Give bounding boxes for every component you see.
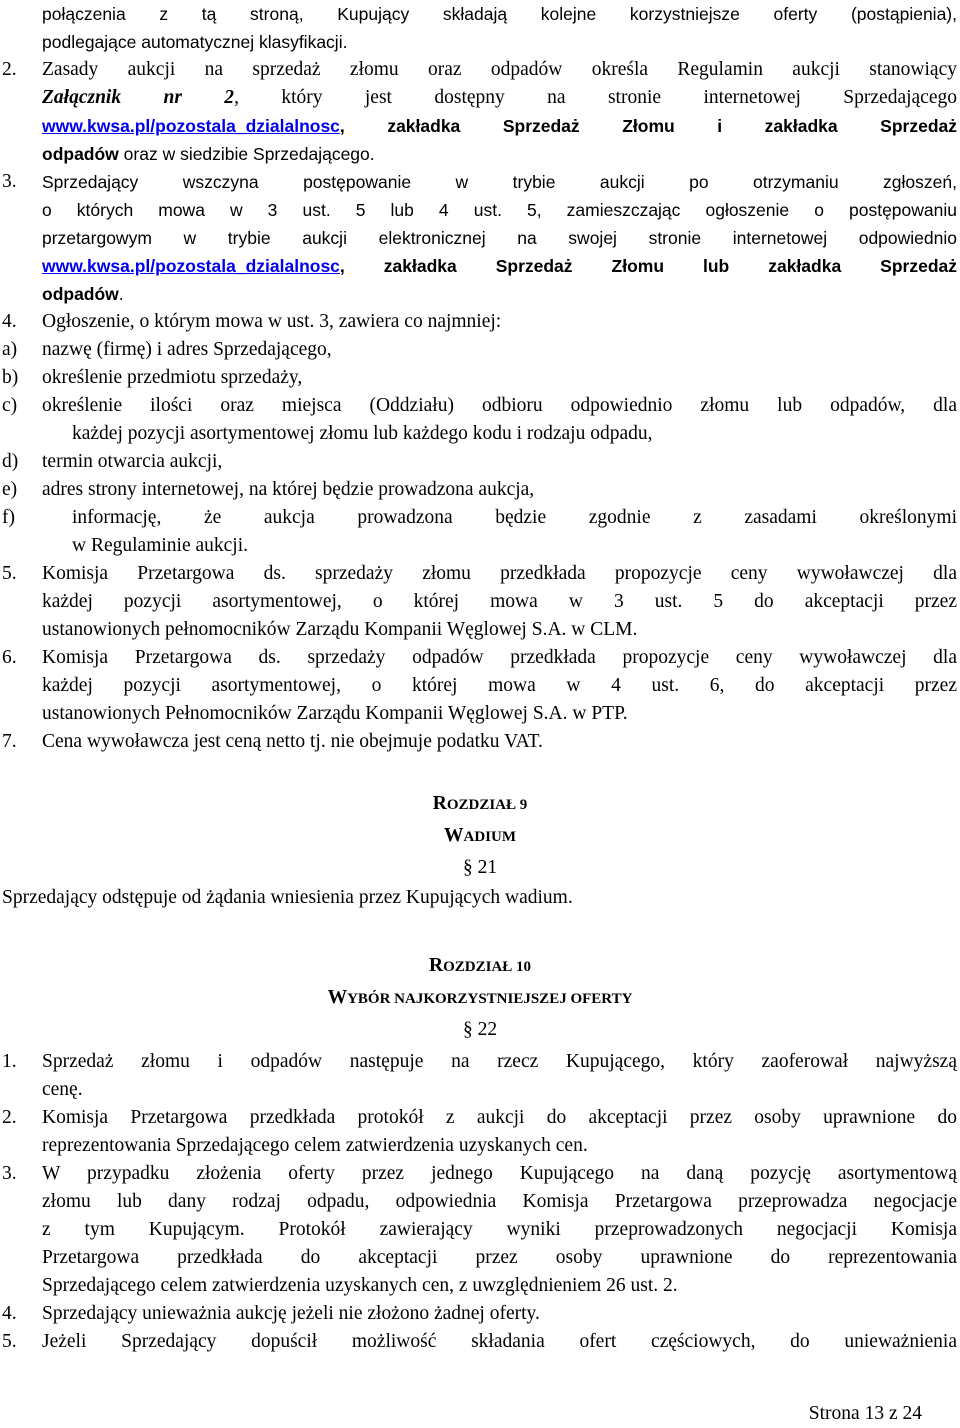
list-number: 5.	[2, 1331, 17, 1352]
section-number: § 22	[462, 1019, 498, 1040]
text-line: Komisja Przetargowa ds. sprzedaży odpadów przedkłada propozycje ceny wywoławczej dla	[42, 647, 957, 668]
list-letter: c)	[2, 395, 18, 416]
list-number: 5.	[2, 563, 17, 584]
text-line: odpadów.	[42, 284, 124, 304]
text-line: www.kwsa.pl/pozostala_dzialalnosc, zakładka Sprzedaż Złomu lub zakładka Sprzedaż	[42, 256, 957, 276]
text-line: podlegające automatycznej klasyfikacji.	[42, 32, 348, 52]
text-line: Przetargowa przedkłada do akceptacji przez osoby uprawnione do reprezentowania	[42, 1247, 957, 1268]
list-number: 2.	[2, 59, 17, 80]
text-line: Komisja Przetargowa przedkłada protokół z aukcji do akceptacji przez osoby uprawnione do	[42, 1107, 957, 1128]
kwsa-link[interactable]: www.kwsa.pl/pozostala_dzialalnosc	[42, 256, 340, 276]
list-letter: f)	[2, 507, 15, 528]
text-line: Zasady aukcji na sprzedaż złomu oraz odpadów określa Regulamin aukcji stanowiący	[42, 59, 957, 80]
text-line: połączenia z tą stroną, Kupujący składają kolejne korzystniejsze oferty (postąpienia),	[42, 4, 957, 24]
text-line: Sprzedający odstępuje od żądania wniesienia przez Kupujących wadium.	[2, 887, 573, 908]
text-line: określenie ilości oraz miejsca (Oddziału) odbioru odpowiednio złomu lub odpadów, dla	[42, 395, 957, 416]
text-line: Ogłoszenie, o którym mowa w ust. 3, zawiera co najmniej:	[42, 311, 502, 332]
text-line: każdej pozycji asortymentowej, o której mowa w 3 ust. 5 do akceptacji przez	[42, 591, 957, 612]
chapter-subtitle: WADIUM	[444, 825, 516, 846]
text-line: Załącznik nr 2, który jest dostępny na stronie internetowej Sprzedającego	[42, 87, 957, 108]
chapter-title: ROZDZIAŁ 9	[432, 793, 528, 814]
text-line: z tym Kupującym. Protokół zawierający wyniki przeprowadzonych negocjacji Komisja	[42, 1219, 957, 1240]
section-number: § 21	[462, 857, 498, 878]
text-line: ustanowionych Pełnomocników Zarządu Kompanii Węglowej S.A. w PTP.	[42, 703, 628, 724]
text-line: adres strony internetowej, na której będzie prowadzona aukcja,	[42, 479, 535, 500]
text-line: określenie przedmiotu sprzedaży,	[42, 367, 303, 388]
text-line: informację, że aukcja prowadzona będzie zgodnie z zasadami określonymi	[72, 507, 957, 528]
text-line: nazwę (firmę) i adres Sprzedającego,	[42, 339, 332, 360]
text-line: W przypadku złożenia oferty przez jednego Kupującego na daną pozycję asortymentową	[42, 1163, 957, 1184]
list-number: 7.	[2, 731, 17, 752]
list-number: 6.	[2, 647, 17, 668]
list-letter: b)	[2, 367, 19, 388]
text-line: w Regulaminie aukcji.	[72, 535, 248, 556]
text-line: Sprzedaż złomu i odpadów następuje na rzecz Kupującego, który zaoferował najwyższą	[42, 1051, 957, 1072]
chapter-title: ROZDZIAŁ 10	[428, 955, 532, 976]
list-number: 4.	[2, 311, 17, 332]
list-letter: d)	[2, 451, 19, 472]
text-line: odpadów oraz w siedzibie Sprzedającego.	[42, 144, 375, 164]
list-letter: a)	[2, 339, 18, 360]
text-line: każdej pozycji asortymentowej, o której mowa w 4 ust. 6, do akceptacji przez	[42, 675, 957, 696]
list-letter: e)	[2, 479, 18, 500]
text-line: przetargowym w trybie aukcji elektronicznej na swojej stronie internetowej odpowiednio	[42, 228, 957, 248]
text-line: każdej pozycji asortymentowej złomu lub każdego kodu i rodzaju odpadu,	[72, 423, 653, 444]
text-line: Komisja Przetargowa ds. sprzedaży złomu przedkłada propozycje ceny wywoławczej dla	[42, 563, 957, 584]
text-line: Jeżeli Sprzedający dopuścił możliwość składania ofert częściowych, do unieważnienia	[42, 1331, 957, 1352]
text-line: Cena wywoławcza jest ceną netto tj. nie obejmuje podatku VAT.	[42, 731, 543, 752]
text-line: www.kwsa.pl/pozostala_dzialalnosc, zakładka Sprzedaż Złomu i zakładka Sprzedaż	[42, 116, 957, 136]
section-sign-icon: §	[462, 1019, 473, 1040]
list-number: 2.	[2, 1107, 17, 1128]
text-line: Sprzedający unieważnia aukcję jeżeli nie złożono żadnej oferty.	[42, 1303, 540, 1324]
text-line: reprezentowania Sprzedającego celem zatwierdzenia uzyskanych cen.	[42, 1135, 588, 1156]
text-line: ustanowionych pełnomocników Zarządu Kompanii Węglowej S.A. w CLM.	[42, 619, 638, 640]
list-number: 3.	[2, 171, 17, 192]
text-line: termin otwarcia aukcji,	[42, 451, 223, 472]
page-number: Strona 13 z 24	[808, 1403, 922, 1424]
text-line: cenę.	[42, 1079, 83, 1100]
kwsa-link[interactable]: www.kwsa.pl/pozostala_dzialalnosc	[42, 116, 340, 136]
text-line: o których mowa w 3 ust. 5 lub 4 ust. 5, zamieszczając ogłoszenie o postępowaniu	[42, 200, 957, 220]
list-number: 3.	[2, 1163, 17, 1184]
section-sign-icon: §	[462, 857, 473, 878]
text-line: Sprzedający wszczyna postępowanie w trybie aukcji po otrzymaniu zgłoszeń,	[42, 172, 957, 192]
text-line: złomu lub dany rodzaj odpadu, odpowiednia Komisja Przetargowa przeprowadza negocjacje	[42, 1191, 957, 1212]
list-number: 4.	[2, 1303, 17, 1324]
list-number: 1.	[2, 1051, 17, 1072]
text-line: Sprzedającego celem zatwierdzenia uzyskanych cen, z uwzględnieniem 26 ust. 2.	[42, 1275, 678, 1296]
chapter-subtitle: WYBÓR NAJKORZYSTNIEJSZEJ OFERTY	[327, 987, 633, 1008]
